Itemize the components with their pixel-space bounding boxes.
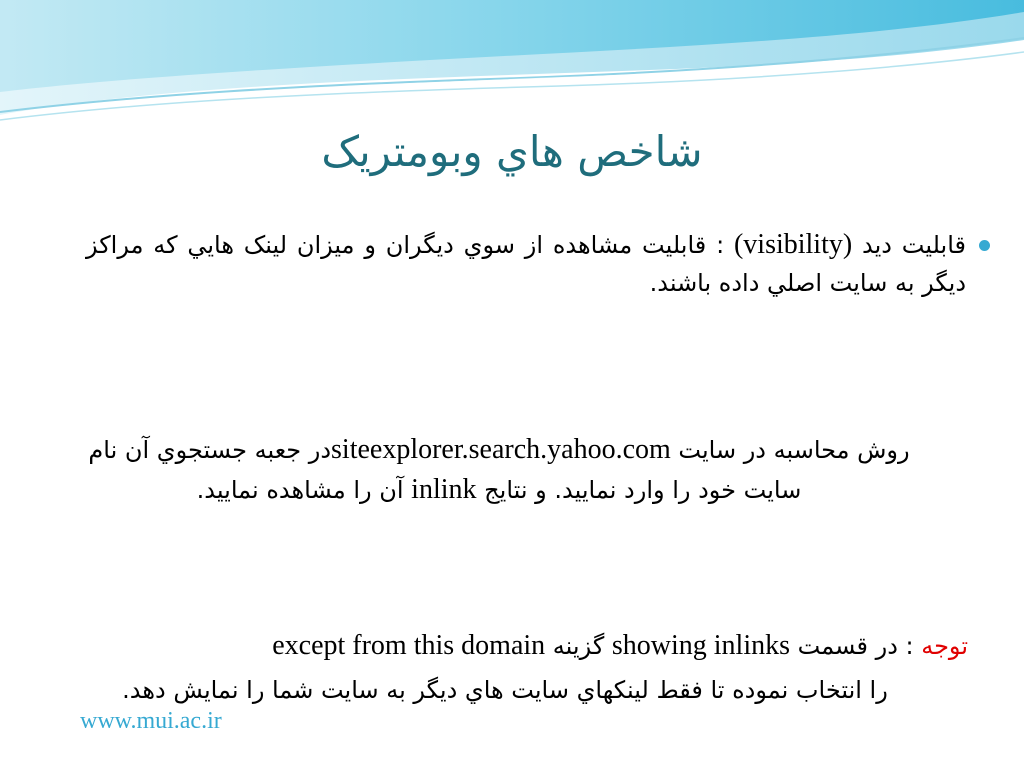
- note-showing: showing inlinks: [611, 630, 791, 661]
- method-site: siteexplorer.search.yahoo.com: [331, 434, 671, 465]
- method-text-part3: آن را مشاهده نماييد.: [196, 476, 412, 504]
- footer-url: www.mui.ac.ir: [80, 708, 222, 734]
- bullet-visibility: [86, 226, 966, 302]
- note-except: except from this domain: [272, 630, 546, 661]
- slide-title: شاخص هاي وبومتريک: [321, 127, 703, 176]
- method-text-part2: در جعبه جستجوي آن نام سايت خود را وارد نماييد. و نتايج: [88, 436, 802, 504]
- bullet-text-part1: قابليت ديد: [852, 231, 966, 259]
- note-text-part2: گزينه: [545, 632, 612, 660]
- note-first-line: [72, 624, 968, 668]
- bullet-term: (visibility): [733, 229, 853, 260]
- method-inlink: inlink: [411, 474, 477, 505]
- bullet-text-part2: : قابليت مشاهده از سوي ديگران و ميزان لينک هايي که مراکز ديگر به سايت اصلي داده باشند.: [86, 231, 966, 297]
- note-label: توجه: [921, 632, 968, 660]
- bullet-dot-icon: [979, 240, 990, 251]
- note-rest-text: را انتخاب نموده تا فقط لينکهاي سايت هاي ديگر به سايت شما را نمايش دهد.: [122, 676, 888, 704]
- note-paragraph: [72, 624, 968, 712]
- header-wave-decoration: [0, 0, 1024, 140]
- method-text-part1: روش محاسبه در سايت: [670, 436, 910, 464]
- note-text-part1: : در قسمت: [790, 632, 922, 660]
- method-paragraph: [66, 430, 932, 510]
